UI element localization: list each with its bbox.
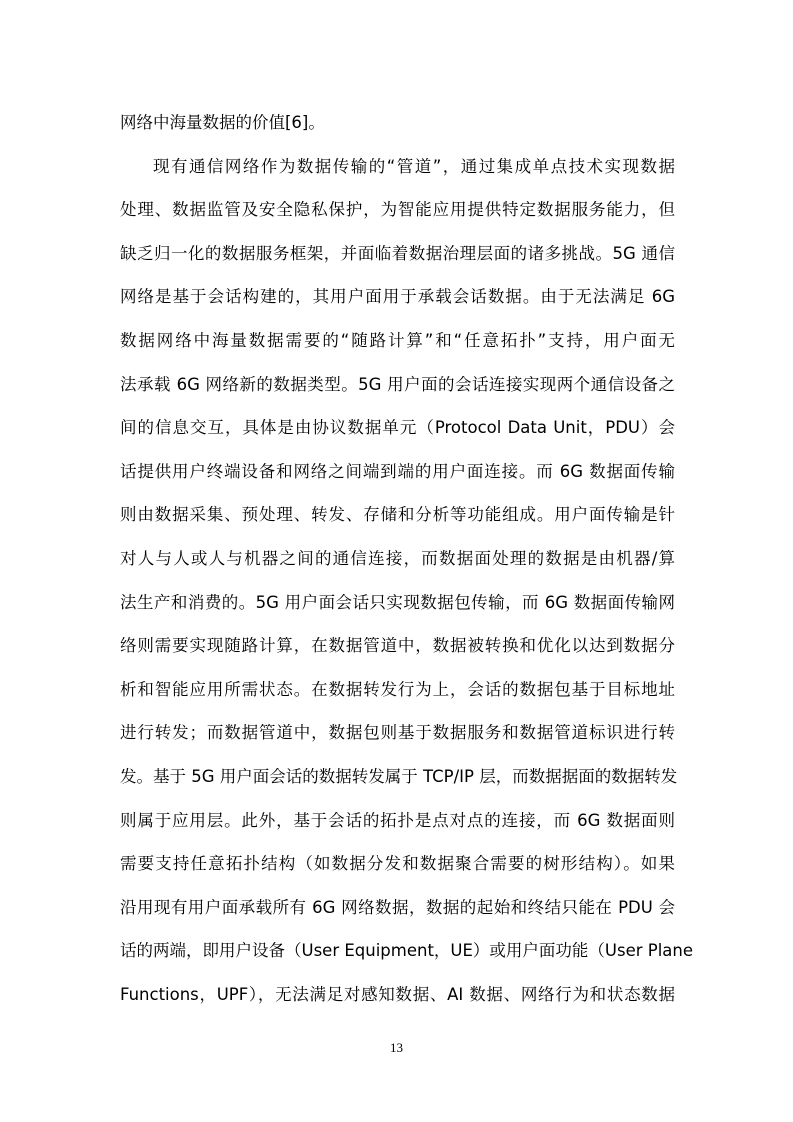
text-line: 话提供用户终端设备和网络之间端到端的用户面连接。而 6G 数据面传输 [120, 461, 675, 481]
text-line: 络则需要实现随路计算，在数据管道中，数据被转换和优化以达到数据分 [120, 636, 675, 656]
text-line: Functions，UPF），无法满足对感知数据、AI 数据、网络行为和状态数据 [120, 984, 675, 1004]
text-line: 进行转发；而数据管道中，数据包则基于数据服务和数据管道标识进行转 [120, 723, 675, 743]
text-line: 数据网络中海量数据需要的“随路计算”和“任意拓扑”支持，用户面无 [120, 330, 675, 350]
text-line: 网络中海量数据的价值[6]。 [120, 113, 325, 132]
text-line: 则属于应用层。此外，基于会话的拓扑是点对点的连接，而 6G 数据面则 [120, 810, 675, 830]
text-line: 法生产和消费的。5G 用户面会话只实现数据包传输，而 6G 数据面传输网 [120, 592, 675, 612]
body-text [120, 101, 694, 1016]
text-line: 话的两端，即用户设备（User Equipment，UE）或用户面功能（User Plane [120, 941, 694, 961]
text-line: 缺乏归一化的数据服务框架，并面临着数据治理层面的诸多挑战。5G 通信 [120, 243, 675, 263]
text-line: 沿用现有用户面承载所有 6G 网络数据，数据的起始和终结只能在 PDU 会 [120, 897, 675, 917]
text-line: 发。基于 5G 用户面会话的数据转发属于 TCP/IP 层，而数据据面的数据转发 [120, 766, 678, 786]
text-line: 间的信息交互，具体是由协议数据单元（Protocol Data Unit，PDU）会 [120, 418, 675, 438]
text-line: 则由数据采集、预处理、转发、存储和分析等功能组成。用户面传输是针 [120, 505, 675, 525]
text-line: 对人与人或人与机器之间的通信连接，而数据面处理的数据是由机器/算 [120, 548, 675, 568]
text-line: 处理、数据监管及安全隐私保护，为智能应用提供特定数据服务能力，但 [120, 200, 675, 220]
text-line: 法承载 6G 网络新的数据类型。5G 用户面的会话连接实现两个通信设备之 [120, 374, 675, 394]
text-line: 析和智能应用所需状态。在数据转发行为上，会话的数据包基于目标地址 [120, 679, 675, 699]
page-number: 13 [390, 1040, 403, 1055]
text-line: 网络是基于会话构建的，其用户面用于承载会话数据。由于无法满足 6G [120, 287, 675, 307]
text-line: 需要支持任意拓扑结构（如数据分发和数据聚合需要的树形结构）。如果 [120, 854, 675, 874]
paragraph-first-line: 现有通信网络作为数据传输的“管道”，通过集成单点技术实现数据 [153, 156, 675, 176]
